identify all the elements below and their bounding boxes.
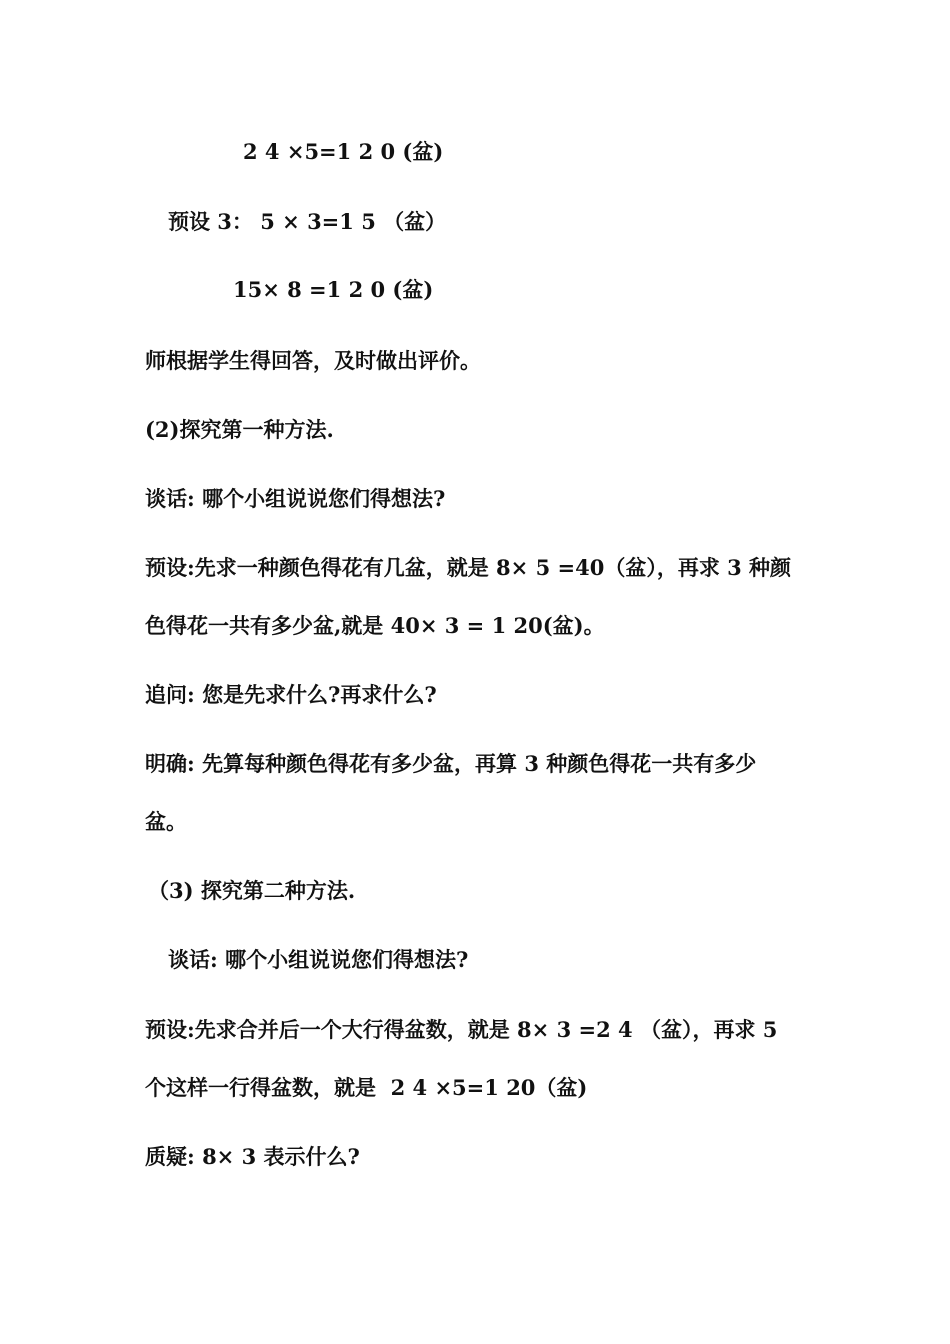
preset-method-2-line-b: 个这样一行得盆数，就是 2 4 ×5=1 20（盆) <box>145 1075 588 1100</box>
preset-3-line: 预设 3： 5 × 3=1 5 （盆） <box>168 209 447 234</box>
section-2-heading: (2)探究第一种方法. <box>145 417 334 442</box>
preset-method-1-line-a: 预设:先求一种颜色得花有几盆，就是 8× 5 =40（盆），再求 3 种颜 <box>145 555 792 580</box>
equation-line-1: 2 4 ×5=1 2 0 (盆) <box>243 139 444 164</box>
teacher-evaluation: 师根据学生得回答，及时做出评价。 <box>145 348 481 373</box>
section-3-heading: （3) 探究第二种方法. <box>148 878 356 903</box>
clarification-line-a: 明确: 先算每种颜色得花有多少盆，再算 3 种颜色得花一共有多少 <box>145 751 757 776</box>
talk-prompt-1: 谈话: 哪个小组说说您们得想法? <box>145 486 446 511</box>
question-line: 质疑: 8× 3 表示什么? <box>145 1144 360 1169</box>
preset-method-2-line-a: 预设:先求合并后一个大行得盆数，就是 8× 3 =2 4 （盆），再求 5 <box>145 1017 778 1042</box>
equation-line-2: 15× 8 =1 2 0 (盆) <box>233 277 434 302</box>
talk-prompt-2: 谈话: 哪个小组说说您们得想法? <box>168 947 469 972</box>
follow-up-question: 追问: 您是先求什么?再求什么? <box>145 682 437 707</box>
clarification-line-b: 盆。 <box>145 809 187 834</box>
preset-method-1-line-b: 色得花一共有多少盆,就是 40× 3 = 1 20(盆)。 <box>145 613 605 638</box>
